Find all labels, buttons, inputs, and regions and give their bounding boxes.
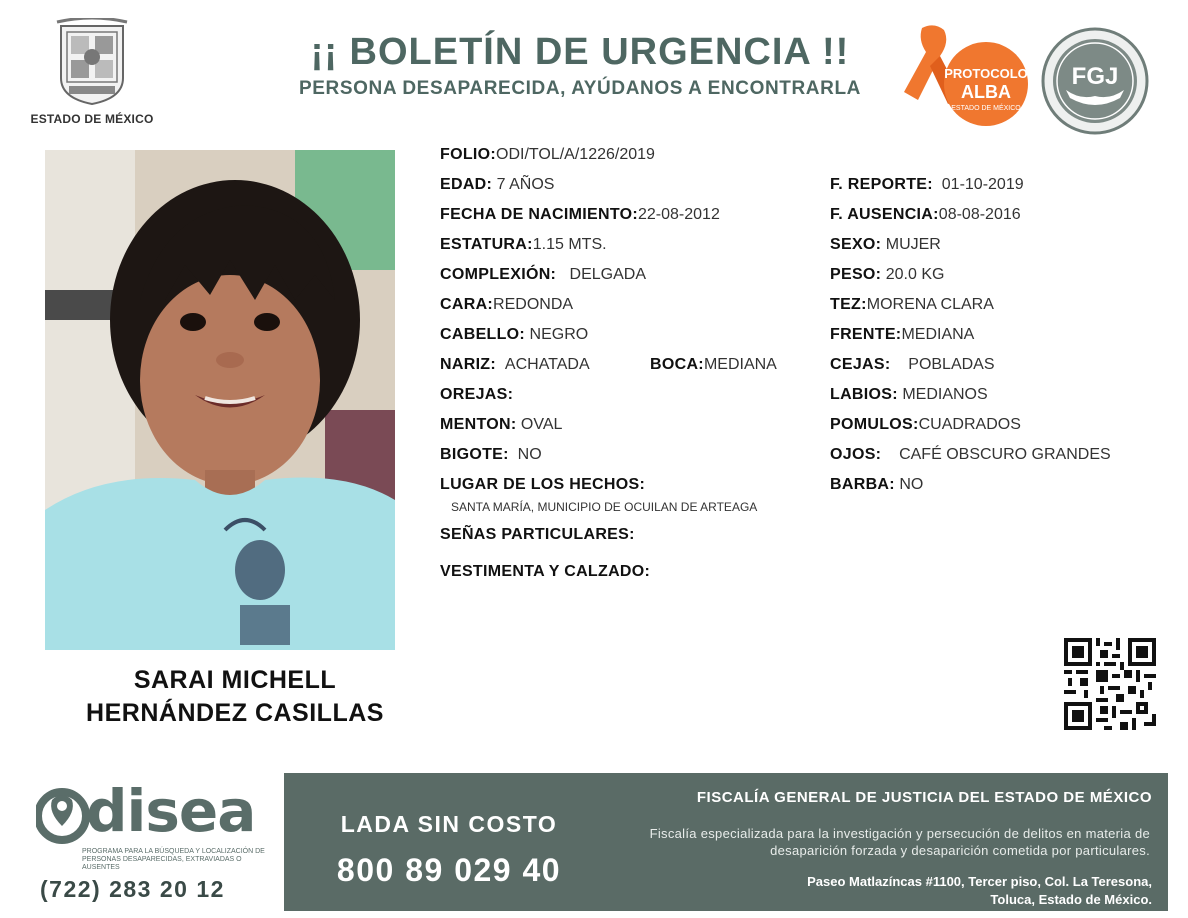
field-value: SANTA MARÍA, MUNICIPIO DE OCUILAN DE ARTEAGA <box>451 500 758 514</box>
field-label: COMPLEXIÓN: <box>440 266 557 283</box>
field-lugar-value <box>451 497 757 517</box>
field-value: 20.0 KG <box>885 266 945 283</box>
org-address <box>807 873 1152 909</box>
toll-free-title: LADA SIN COSTO <box>340 811 558 837</box>
field-value: MUJER <box>885 236 941 253</box>
field-value: ACHATADA <box>504 356 590 373</box>
field-nariz <box>440 355 590 375</box>
field-label: ESTATURA: <box>440 236 533 253</box>
field-label: VESTIMENTA Y CALZADO: <box>440 563 651 580</box>
field-label: LABIOS: <box>830 386 898 403</box>
field-vestimenta <box>440 562 650 582</box>
field-value: CUADRADOS <box>918 416 1021 433</box>
missing-person-photo <box>45 150 395 650</box>
field-value: MEDIANA <box>901 326 975 343</box>
field-value: CAFÉ OBSCURO GRANDES <box>899 446 1111 463</box>
alba-text-3: ESTADO DE MÉXICO <box>951 105 1021 112</box>
field-label: F. REPORTE: <box>830 176 933 193</box>
field-label: FRENTE: <box>830 326 902 343</box>
field-label: SEÑAS PARTICULARES: <box>440 526 635 543</box>
field-value: ODI/TOL/A/1226/2019 <box>496 146 655 163</box>
address-line1: Paseo Matlazíncas #1100, Tercer piso, Col. La Teresona, <box>807 874 1152 889</box>
field-label: TEZ: <box>830 296 867 313</box>
alba-text-1: PROTOCOLO <box>944 66 1028 81</box>
field-ojos <box>830 445 1111 465</box>
state-label: ESTADO DE MÉXICO <box>30 112 154 126</box>
field-cabello <box>440 325 588 345</box>
field-fecha-nacimiento <box>440 205 720 225</box>
field-value: OVAL <box>520 416 563 433</box>
odisea-tagline: PROGRAMA PARA LA BÚSQUEDA Y LOCALIZACIÓN DE PERSONAS DESAPARECIDAS, EXTRAVIADAS O AUSENTES <box>82 848 265 871</box>
toll-free-number[interactable]: 800 89 029 40 <box>336 852 562 888</box>
field-label: PESO: <box>830 266 882 283</box>
fgj-text: FGJ <box>1071 63 1119 90</box>
field-boca <box>650 355 777 375</box>
person-name-line1: SARAI MICHELL <box>133 666 337 694</box>
field-label: OREJAS: <box>440 386 514 403</box>
field-fecha-ausencia <box>830 205 1021 225</box>
field-orejas <box>440 385 513 405</box>
field-value: NEGRO <box>529 326 589 343</box>
estado-de-mexico-logo <box>22 18 162 126</box>
field-frente <box>830 325 974 345</box>
field-label: CABELLO: <box>440 326 526 343</box>
field-label: SEXO: <box>830 236 882 253</box>
field-label: FOLIO: <box>440 146 497 163</box>
odisea-phone[interactable]: (722) 283 20 12 <box>40 876 225 902</box>
field-label: POMULOS: <box>830 416 919 433</box>
odisea-logo <box>36 777 276 872</box>
field-sexo <box>830 235 941 255</box>
field-senas <box>440 525 635 545</box>
field-complexion <box>440 265 646 285</box>
field-value: 01-10-2019 <box>941 176 1024 193</box>
coat-of-arms-icon <box>55 18 129 106</box>
field-label: LUGAR DE LOS HECHOS: <box>440 476 646 493</box>
protocolo-alba-logo <box>900 22 1030 132</box>
field-value: REDONDA <box>493 296 574 313</box>
alba-text-2: ALBA <box>961 82 1011 102</box>
field-edad <box>440 175 554 195</box>
person-name <box>45 664 425 730</box>
field-labios <box>830 385 988 405</box>
field-label: BOCA: <box>650 356 704 373</box>
toll-free-block <box>284 811 614 889</box>
bulletin-title: ¡¡ BOLETÍN DE URGENCIA !! <box>310 31 850 73</box>
address-line2: Toluca, Estado de México. <box>990 892 1152 907</box>
field-cejas <box>830 355 995 375</box>
field-label: FECHA DE NACIMIENTO: <box>440 206 638 223</box>
field-estatura <box>440 235 607 255</box>
bulletin-subtitle: PERSONA DESAPARECIDA, AYÚDANOS A ENCONTRARLA <box>299 78 861 99</box>
field-label: BARBA: <box>830 476 895 493</box>
field-value: NO <box>517 446 542 463</box>
field-menton <box>440 415 562 435</box>
field-value: 7 AÑOS <box>496 176 555 193</box>
field-pomulos <box>830 415 1021 435</box>
org-description: Fiscalía especializada para la investigación y persecución de delitos en materia de desaparición forzada y desaparición cometida por particulares. <box>649 826 1150 858</box>
field-lugar-label <box>440 475 645 495</box>
person-name-line2: HERNÁNDEZ CASILLAS <box>86 699 384 727</box>
field-label: BIGOTE: <box>440 446 509 463</box>
field-value: MEDIANA <box>703 356 777 373</box>
field-folio <box>440 145 655 165</box>
field-label: NARIZ: <box>440 356 497 373</box>
field-fecha-reporte <box>830 175 1024 195</box>
field-value: 22-08-2012 <box>638 206 720 223</box>
field-cara <box>440 295 573 315</box>
odisea-wordmark: disea <box>86 777 256 845</box>
field-value: MORENA CLARA <box>866 296 994 313</box>
field-label: OJOS: <box>830 446 882 463</box>
qr-code-icon[interactable] <box>1064 638 1156 730</box>
field-label: CARA: <box>440 296 494 313</box>
odisea-pin-icon <box>36 786 92 848</box>
fgj-logo <box>1040 26 1150 136</box>
field-tez <box>830 295 994 315</box>
org-name: FISCALÍA GENERAL DE JUSTICIA DEL ESTADO DE MÉXICO <box>696 789 1152 806</box>
field-value: 08-08-2016 <box>938 206 1021 223</box>
field-label: MENTON: <box>440 416 517 433</box>
field-barba <box>830 475 923 495</box>
field-bigote <box>440 445 542 465</box>
field-value: 1.15 MTS. <box>532 236 607 253</box>
contact-band <box>284 773 1168 911</box>
field-value: POBLADAS <box>908 356 995 373</box>
field-label: EDAD: <box>440 176 493 193</box>
field-value: DELGADA <box>569 266 647 283</box>
field-peso <box>830 265 944 285</box>
field-value: NO <box>899 476 924 493</box>
field-label: CEJAS: <box>830 356 891 373</box>
field-value: MEDIANOS <box>902 386 988 403</box>
field-label: F. AUSENCIA: <box>830 206 939 223</box>
bulletin-header <box>240 30 920 100</box>
